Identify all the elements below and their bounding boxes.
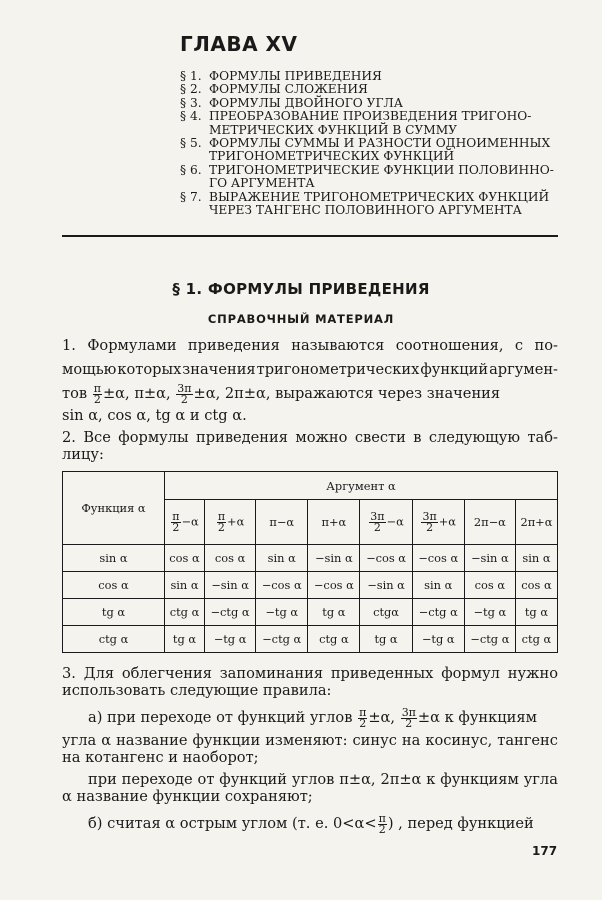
toc-title: ФОРМУЛЫ ДВОЙНОГО УГЛА <box>209 95 403 110</box>
word: косинус, <box>425 732 493 749</box>
word: Для <box>83 665 115 682</box>
toc-item-continuation <box>180 204 560 217</box>
text-line <box>62 704 558 732</box>
section-divider <box>62 235 558 237</box>
function-cell: sin α <box>63 545 165 572</box>
value-cell: tg α <box>308 599 360 626</box>
word: 1. <box>62 337 76 354</box>
toc-title: ФОРМУЛЫ СЛОЖЕНИЯ <box>209 82 368 97</box>
value-cell: −ctg α <box>412 599 464 626</box>
toc-item-continuation <box>180 177 560 190</box>
arg-pi-half-plus: $\frac{\pi}{2}$ +α <box>205 500 256 545</box>
text-fragment: ±α, <box>368 709 400 726</box>
value-cell: cos α <box>515 572 557 599</box>
word: функций <box>420 361 489 378</box>
toc-item <box>180 83 560 96</box>
fraction <box>176 381 192 406</box>
table-row <box>63 572 558 599</box>
toc-item <box>180 70 560 83</box>
toc-number: § 4. <box>180 109 202 124</box>
subsection-title: СПРАВОЧНЫЙ МАТЕРИАЛ <box>207 312 395 326</box>
arg-pi-half-minus: $\frac{\pi}{2}$ −α <box>165 500 205 545</box>
arg-pi-plus: π+α <box>308 500 360 545</box>
arg-3pi-half-minus: $\frac{3\pi}{2}$ −α <box>360 500 412 545</box>
fraction-denominator: 2 <box>93 392 101 406</box>
fraction <box>93 381 102 406</box>
word: по- <box>534 337 558 354</box>
value-cell: ctg α <box>515 626 557 653</box>
text-line <box>62 665 558 682</box>
text-fragment: тов <box>62 385 92 402</box>
reduction-formulas-table <box>62 471 558 653</box>
value-cell: tg α <box>360 626 412 653</box>
word: соотношения, <box>395 337 504 354</box>
arg-pi-minus: π−α <box>256 500 308 545</box>
word: функциям <box>440 771 519 788</box>
toc-title: ВЫРАЖЕНИЕ ТРИГОНОМЕТРИЧЕСКИХ ФУНКЦИЙ <box>209 189 550 204</box>
word: функций <box>219 771 287 788</box>
table-row <box>63 599 558 626</box>
value-cell: −ctg α <box>205 599 256 626</box>
word: следующую <box>428 429 521 446</box>
word: запоминания <box>219 665 324 682</box>
fraction: $\frac{\pi}{2}$ <box>378 811 386 836</box>
toc-title: ФОРМУЛЫ СУММЫ И РАЗНОСТИ ОДНОИМЕННЫХ <box>209 136 551 151</box>
text-line <box>62 429 558 446</box>
text-line <box>62 358 558 382</box>
value-cell: tg α <box>165 626 205 653</box>
paragraph-1 <box>62 334 558 426</box>
fraction: $\frac{3\pi}{2}$ <box>401 705 416 730</box>
toc-title-continuation: ТРИГОНОМЕТРИЧЕСКИХ ФУНКЦИЙ <box>209 149 455 164</box>
word: 3. <box>62 665 76 682</box>
text-line <box>62 382 558 406</box>
word: таб- <box>527 429 558 446</box>
word: облегчения <box>121 665 212 682</box>
word: нужно <box>507 665 558 682</box>
value-cell: −tg α <box>464 599 515 626</box>
word: угла <box>523 771 558 788</box>
value-cell: ctgα <box>360 599 412 626</box>
text-line: на котангенс и наоборот; <box>62 749 259 766</box>
word: Формулами <box>87 337 177 354</box>
text-line: лицу: <box>62 446 104 463</box>
value-cell: −cos α <box>256 572 308 599</box>
word: формулы <box>118 429 189 446</box>
toc-item-continuation <box>180 124 560 137</box>
value-cell: −ctg α <box>256 626 308 653</box>
word: свести <box>354 429 406 446</box>
arg-2pi-plus: 2π+α <box>515 500 557 545</box>
word: в <box>413 429 422 446</box>
word: значения <box>182 361 256 378</box>
value-cell: −ctg α <box>464 626 515 653</box>
toc-number: § 2. <box>180 82 202 97</box>
value-cell: −tg α <box>256 599 308 626</box>
word: формул <box>441 665 500 682</box>
word: от <box>197 771 215 788</box>
toc-item <box>180 97 560 110</box>
text-fragment: ±α к функциям <box>417 709 537 726</box>
word: тригонометрических <box>256 361 420 378</box>
text-line <box>62 771 558 788</box>
section-title: § 1. ФОРМУЛЫ ПРИВЕДЕНИЯ <box>172 280 430 298</box>
word: 2. <box>62 429 76 446</box>
table-row <box>63 545 558 572</box>
arg-2pi-minus: 2π−α <box>464 500 515 545</box>
word: мощью <box>62 361 117 378</box>
toc-title: ТРИГОНОМЕТРИЧЕСКИЕ ФУНКЦИИ ПОЛОВИННО- <box>209 162 554 177</box>
value-cell: −cos α <box>412 545 464 572</box>
value-cell: −sin α <box>360 572 412 599</box>
toc-number: § 1. <box>180 69 202 83</box>
word: можно <box>295 429 348 446</box>
word: к <box>426 771 436 788</box>
text-fragment: а) при переходе от функций углов <box>88 709 358 726</box>
value-cell: sin α <box>412 572 464 599</box>
value-cell: −tg α <box>412 626 464 653</box>
arg-3pi-half-plus: $\frac{3\pi}{2}$ +α <box>412 500 464 545</box>
page-number: 177 <box>532 844 558 858</box>
function-cell: cos α <box>63 572 165 599</box>
function-cell: tg α <box>63 599 165 626</box>
toc-title-continuation: МЕТРИЧЕСКИХ ФУНКЦИЙ В СУММУ <box>209 122 458 137</box>
value-cell: cos α <box>205 545 256 572</box>
word: приведения <box>187 337 280 354</box>
value-cell: −cos α <box>360 545 412 572</box>
value-cell: −cos α <box>308 572 360 599</box>
function-cell: ctg α <box>63 626 165 653</box>
word: Все <box>83 429 111 446</box>
text-fragment: ) , перед функцией <box>387 815 534 832</box>
word: синус <box>352 732 397 749</box>
chapter-title: ГЛАВА XV <box>180 32 298 56</box>
word: приведения <box>196 429 288 446</box>
value-cell: sin α <box>515 545 557 572</box>
word: которых <box>117 361 182 378</box>
toc-number: § 7. <box>180 189 202 204</box>
value-cell: tg α <box>515 599 557 626</box>
word: π±α, <box>339 771 376 788</box>
argument-column-header: Аргумент α <box>165 472 558 500</box>
toc-item <box>180 191 560 204</box>
value-cell: sin α <box>256 545 308 572</box>
toc-title-continuation: ЧЕРЕЗ ТАНГЕНС ПОЛОВИННОГО АРГУМЕНТА <box>209 203 522 218</box>
text-line <box>62 810 558 838</box>
word: с <box>514 337 524 354</box>
word: называются <box>291 337 385 354</box>
word: переходе <box>121 771 193 788</box>
text-fragment: б) считая α острым углом (т. е. 0<α< <box>88 815 377 832</box>
value-cell: −sin α <box>308 545 360 572</box>
toc-number: § 6. <box>180 162 202 177</box>
paragraph-2 <box>62 429 558 463</box>
toc-number: § 3. <box>180 95 202 110</box>
table-body <box>63 545 558 653</box>
text-line: sin α, cos α, tg α и ctg α. <box>62 407 247 424</box>
function-column-header: Функция α <box>63 472 165 545</box>
toc-item-continuation <box>180 150 560 163</box>
value-cell: −tg α <box>205 626 256 653</box>
word: углов <box>291 771 335 788</box>
table-of-contents <box>180 70 560 217</box>
word: 2π±α <box>380 771 422 788</box>
word: функции <box>192 732 261 749</box>
table-header-row <box>63 472 558 500</box>
value-cell: −sin α <box>205 572 256 599</box>
toc-number: § 5. <box>180 136 202 151</box>
text-line: использовать следующие правила: <box>62 682 332 699</box>
toc-item <box>180 164 560 177</box>
toc-title: ПРЕОБРАЗОВАНИЕ ПРОИЗВЕДЕНИЯ ТРИГОНО- <box>209 109 532 124</box>
word: на <box>401 732 421 749</box>
value-cell: sin α <box>165 572 205 599</box>
toc-title: ФОРМУЛЫ ПРИВЕДЕНИЯ <box>209 69 382 83</box>
toc-title-continuation: ГО АРГУМЕНТА <box>209 176 315 191</box>
paragraph-3 <box>62 665 558 838</box>
fraction-numerator: π <box>93 381 101 395</box>
word: аргумен- <box>489 361 558 378</box>
value-cell: cos α <box>165 545 205 572</box>
word: изменяют: <box>265 732 348 749</box>
text-line <box>62 334 558 358</box>
value-cell: ctg α <box>165 599 205 626</box>
table-row <box>63 626 558 653</box>
value-cell: ctg α <box>308 626 360 653</box>
value-cell: cos α <box>464 572 515 599</box>
text-fragment: ±α, π±α, <box>102 385 176 402</box>
word: α <box>101 732 112 749</box>
word: название <box>116 732 188 749</box>
word: угла <box>62 732 97 749</box>
fraction-numerator: 3π <box>177 381 192 395</box>
fraction: $\frac{\pi}{2}$ <box>359 705 367 730</box>
word: при <box>88 771 117 788</box>
toc-item <box>180 110 560 123</box>
text-fragment: ±α, 2π±α, выражаются через значения <box>193 385 501 402</box>
value-cell: −sin α <box>464 545 515 572</box>
text-line: α название функции сохраняют; <box>62 788 313 805</box>
fraction-denominator: 2 <box>180 392 188 406</box>
word: тангенс <box>497 732 558 749</box>
text-line <box>62 732 558 749</box>
word: приведенных <box>330 665 434 682</box>
